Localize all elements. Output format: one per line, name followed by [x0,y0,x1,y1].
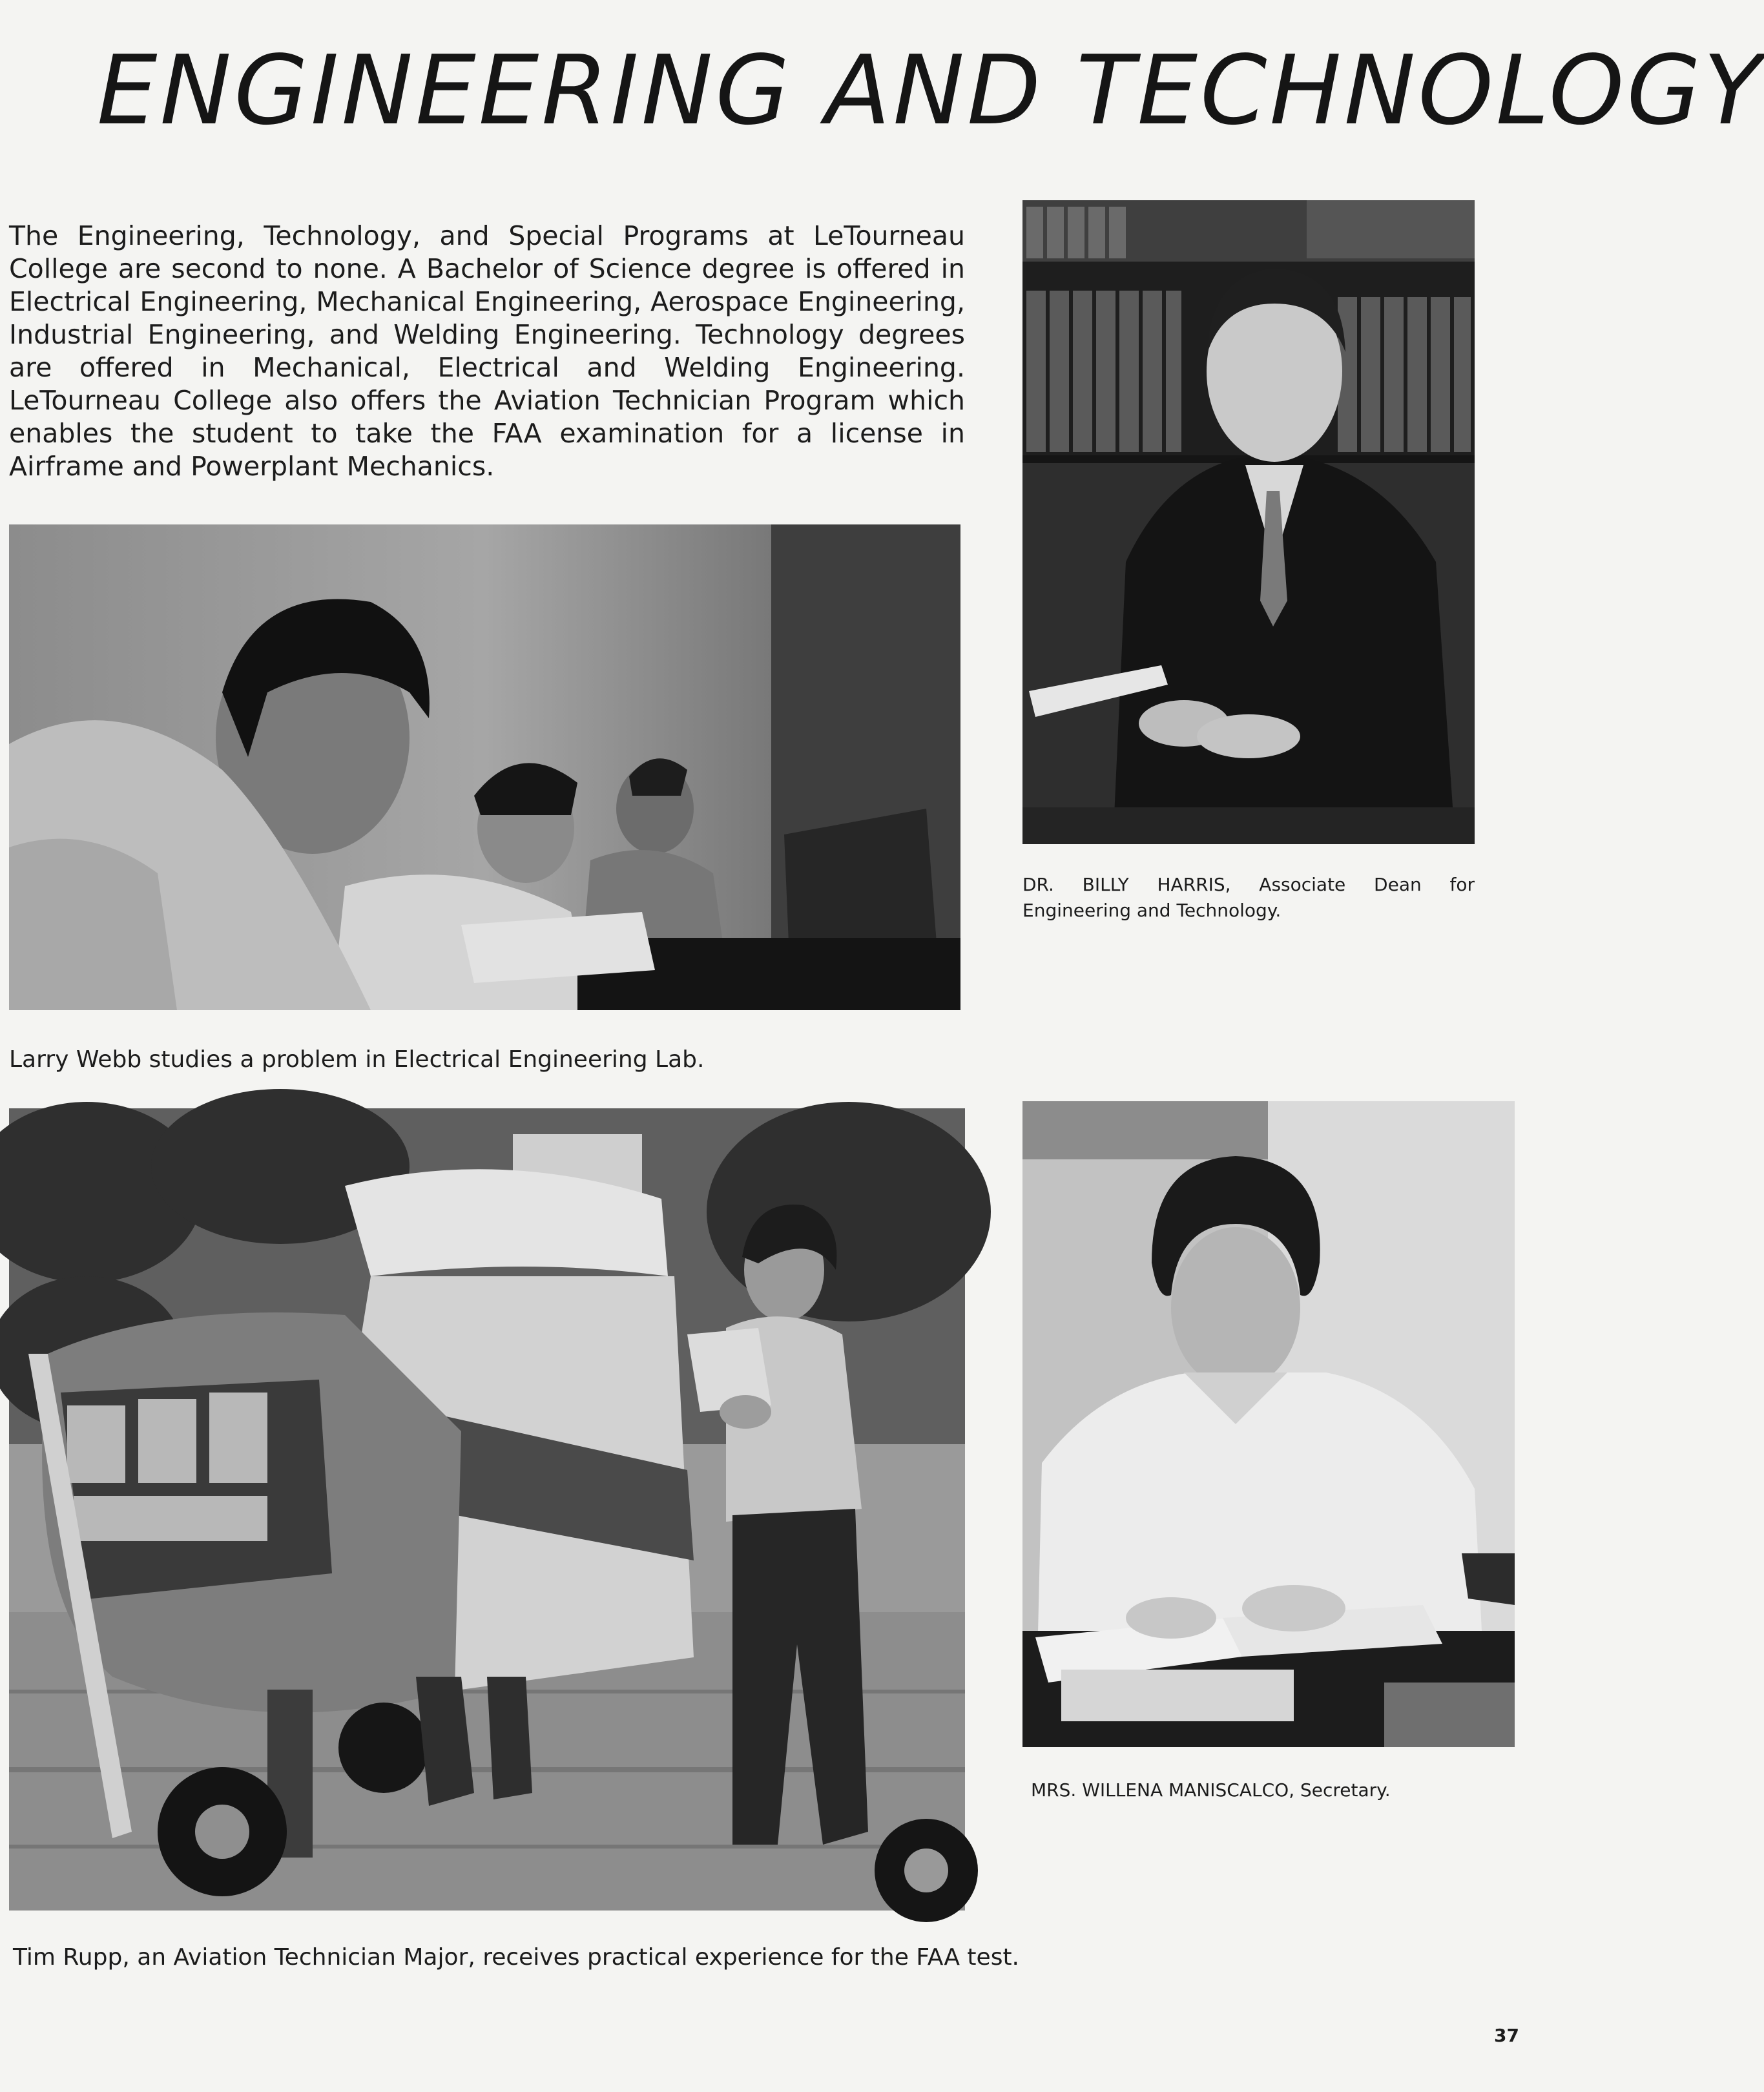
photo-electrical-lab [9,524,960,1010]
page-title: ENGINEERING AND TECHNOLOGY [97,35,1764,146]
page-number: 37 [1494,2025,1519,2046]
caption-dean-harris: DR. BILLY HARRIS, Associate Dean for Engineering and Technology. [1022,874,1475,921]
photo-dean-harris [1022,200,1475,844]
intro-paragraph: The Engineering, Technology, and Special Programs at LeTourneau College are second to none. A Bachelor of Science degree is offered in Electrical Engineering, Mechanical Engineering, Aerospace Engineering, Industrial Engineering, and Welding Engineering. Technology degrees are offered in Mechanical, Electrical and Welding Engineering. LeTourneau College also offers the Aviation Technician Program which enables the student to take the FAA examination for a license in Airframe and Powerplant Mechanics. [9,220,965,482]
caption-secretary-maniscalco: MRS. WILLENA MANISCALCO, Secretary. [1031,1779,1391,1801]
caption-electrical-lab: Larry Webb studies a problem in Electrical Engineering Lab. [9,1046,705,1073]
photo-secretary-maniscalco [1022,1101,1515,1747]
photo-aviation-airplane [9,1108,965,1911]
caption-aviation-airplane: Tim Rupp, an Aviation Technician Major, receives practical experience for the FAA test. [13,1944,1020,1971]
